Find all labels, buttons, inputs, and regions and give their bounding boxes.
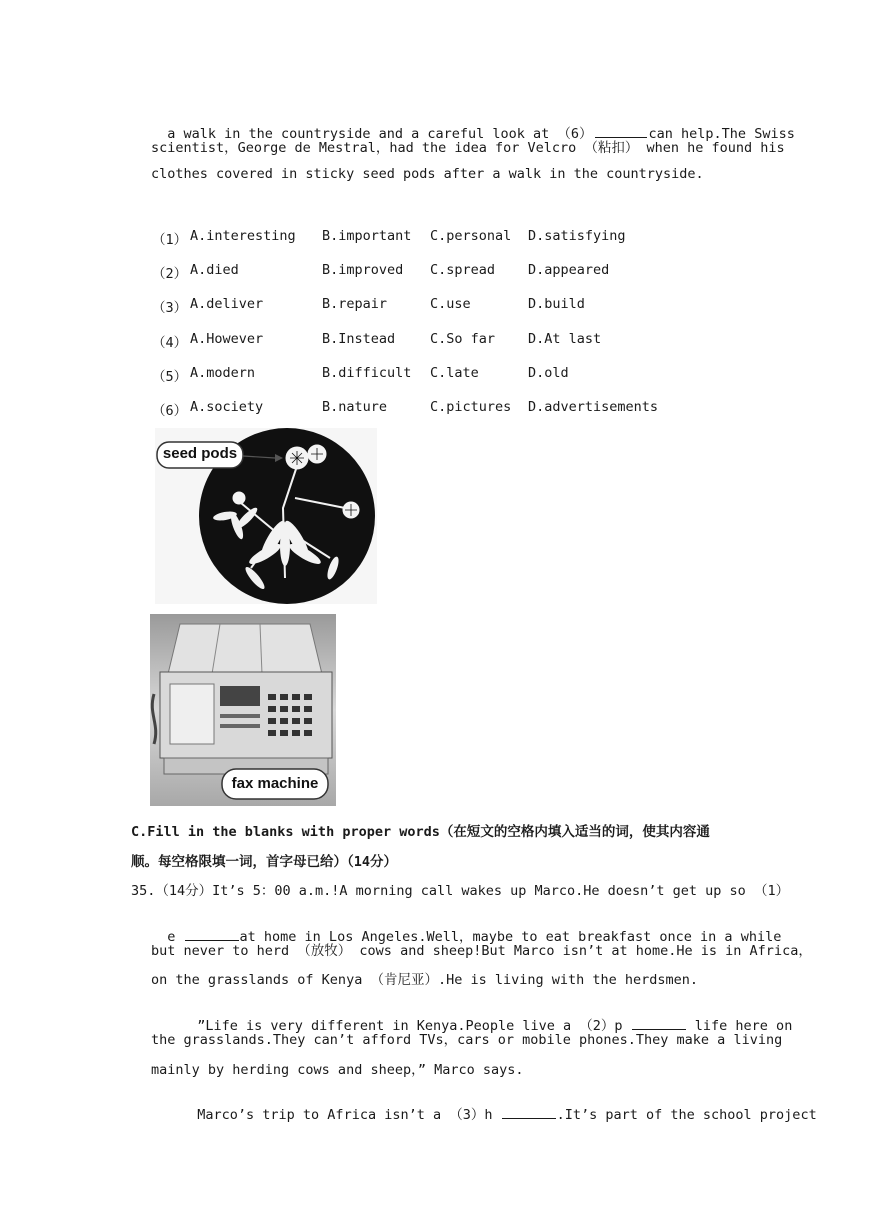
option-row-5-num: （5） [152,369,188,385]
option-1d: D.satisfying [528,228,626,244]
option-3b: B.repair [322,296,388,312]
option-2d: D.appeared [528,262,610,278]
seed-pods-figure [155,428,377,604]
option-5b: B.difficult [322,365,412,381]
option-6d: D.advertisements [528,399,659,415]
q35-line-7: mainly by herding cows and sheep，” Marco says. [151,1062,524,1078]
option-2c: C.spread [430,262,496,278]
seed-pods-label: seed pods [162,445,238,462]
option-row-2-num: （2） [152,266,188,282]
q35-text: life here on [686,1018,793,1034]
passage-text: a walk in the countryside and a careful look at （6） [167,126,593,142]
q35-text: Marco’s trip to Africa isn’t a （3）h [197,1107,501,1123]
q35-text: .It’s part of the school project [556,1107,817,1123]
passage-line-3: clothes covered in sticky seed pods after a walk in the countryside. [151,166,704,182]
option-6b: B.nature [322,399,388,415]
q35-text: ”Life is very different in Kenya.People live a （2）p [197,1018,631,1034]
option-6c: C.pictures [430,399,512,415]
option-2a: A.died [190,262,239,278]
option-row-1-num: （1） [152,232,188,248]
option-1b: B.important [322,228,412,244]
option-5a: A.modern [190,365,256,381]
option-5d: D.old [528,365,569,381]
option-row-6-num: （6） [152,403,188,419]
q35-line-8 [181,1087,817,1123]
passage-line-2: scientist，George de Mestral，had the idea for Velcro （粘扣） when he found his [151,140,785,156]
option-1a: A.interesting [190,228,296,244]
option-3d: D.build [528,296,585,312]
option-row-4-num: （4） [152,335,188,351]
answer-blank-3[interactable] [502,1106,556,1119]
fax-machine-label: fax machine [231,775,319,792]
q35-text: at home in Los Angeles.Well，maybe to eat breakfast once in a while [239,929,782,945]
option-4b: B.Instead [322,331,396,347]
q35-line-1: 35.（14分）It’s 5：00 a.m.!A morning call wakes up Marco.He doesn’t get up so （1） [131,883,790,899]
option-4a: A.However [190,331,264,347]
option-row-3-num: （3） [152,300,188,316]
section-c-heading-line-2: 顺。每空格限填一词，首字母已给）（14分） [131,854,398,870]
q35-line-6: the grasslands.They can’t afford TVs，cars or mobile phones.They make a living [151,1032,783,1048]
option-1c: C.personal [430,228,512,244]
passage-text: can help.The Swiss [648,126,795,142]
option-5c: C.late [430,365,479,381]
option-6a: A.society [190,399,264,415]
option-3a: A.deliver [190,296,264,312]
option-3c: C.use [430,296,471,312]
q35-text: e [167,929,184,945]
option-4c: C.So far [430,331,496,347]
option-4d: D.At last [528,331,602,347]
section-c-heading-line-1: C.Fill in the blanks with proper words（在短文的空格内填入适当的词，使其内容通 [131,824,710,840]
q35-line-4: on the grasslands of Kenya （肯尼亚）.He is living with the herdsmen. [151,972,699,988]
q35-line-3: but never to herd （放牧） cows and sheep!But Marco isn’t at home.He is in Africa， [151,943,812,959]
fax-machine-figure [150,614,336,806]
option-2b: B.improved [322,262,404,278]
